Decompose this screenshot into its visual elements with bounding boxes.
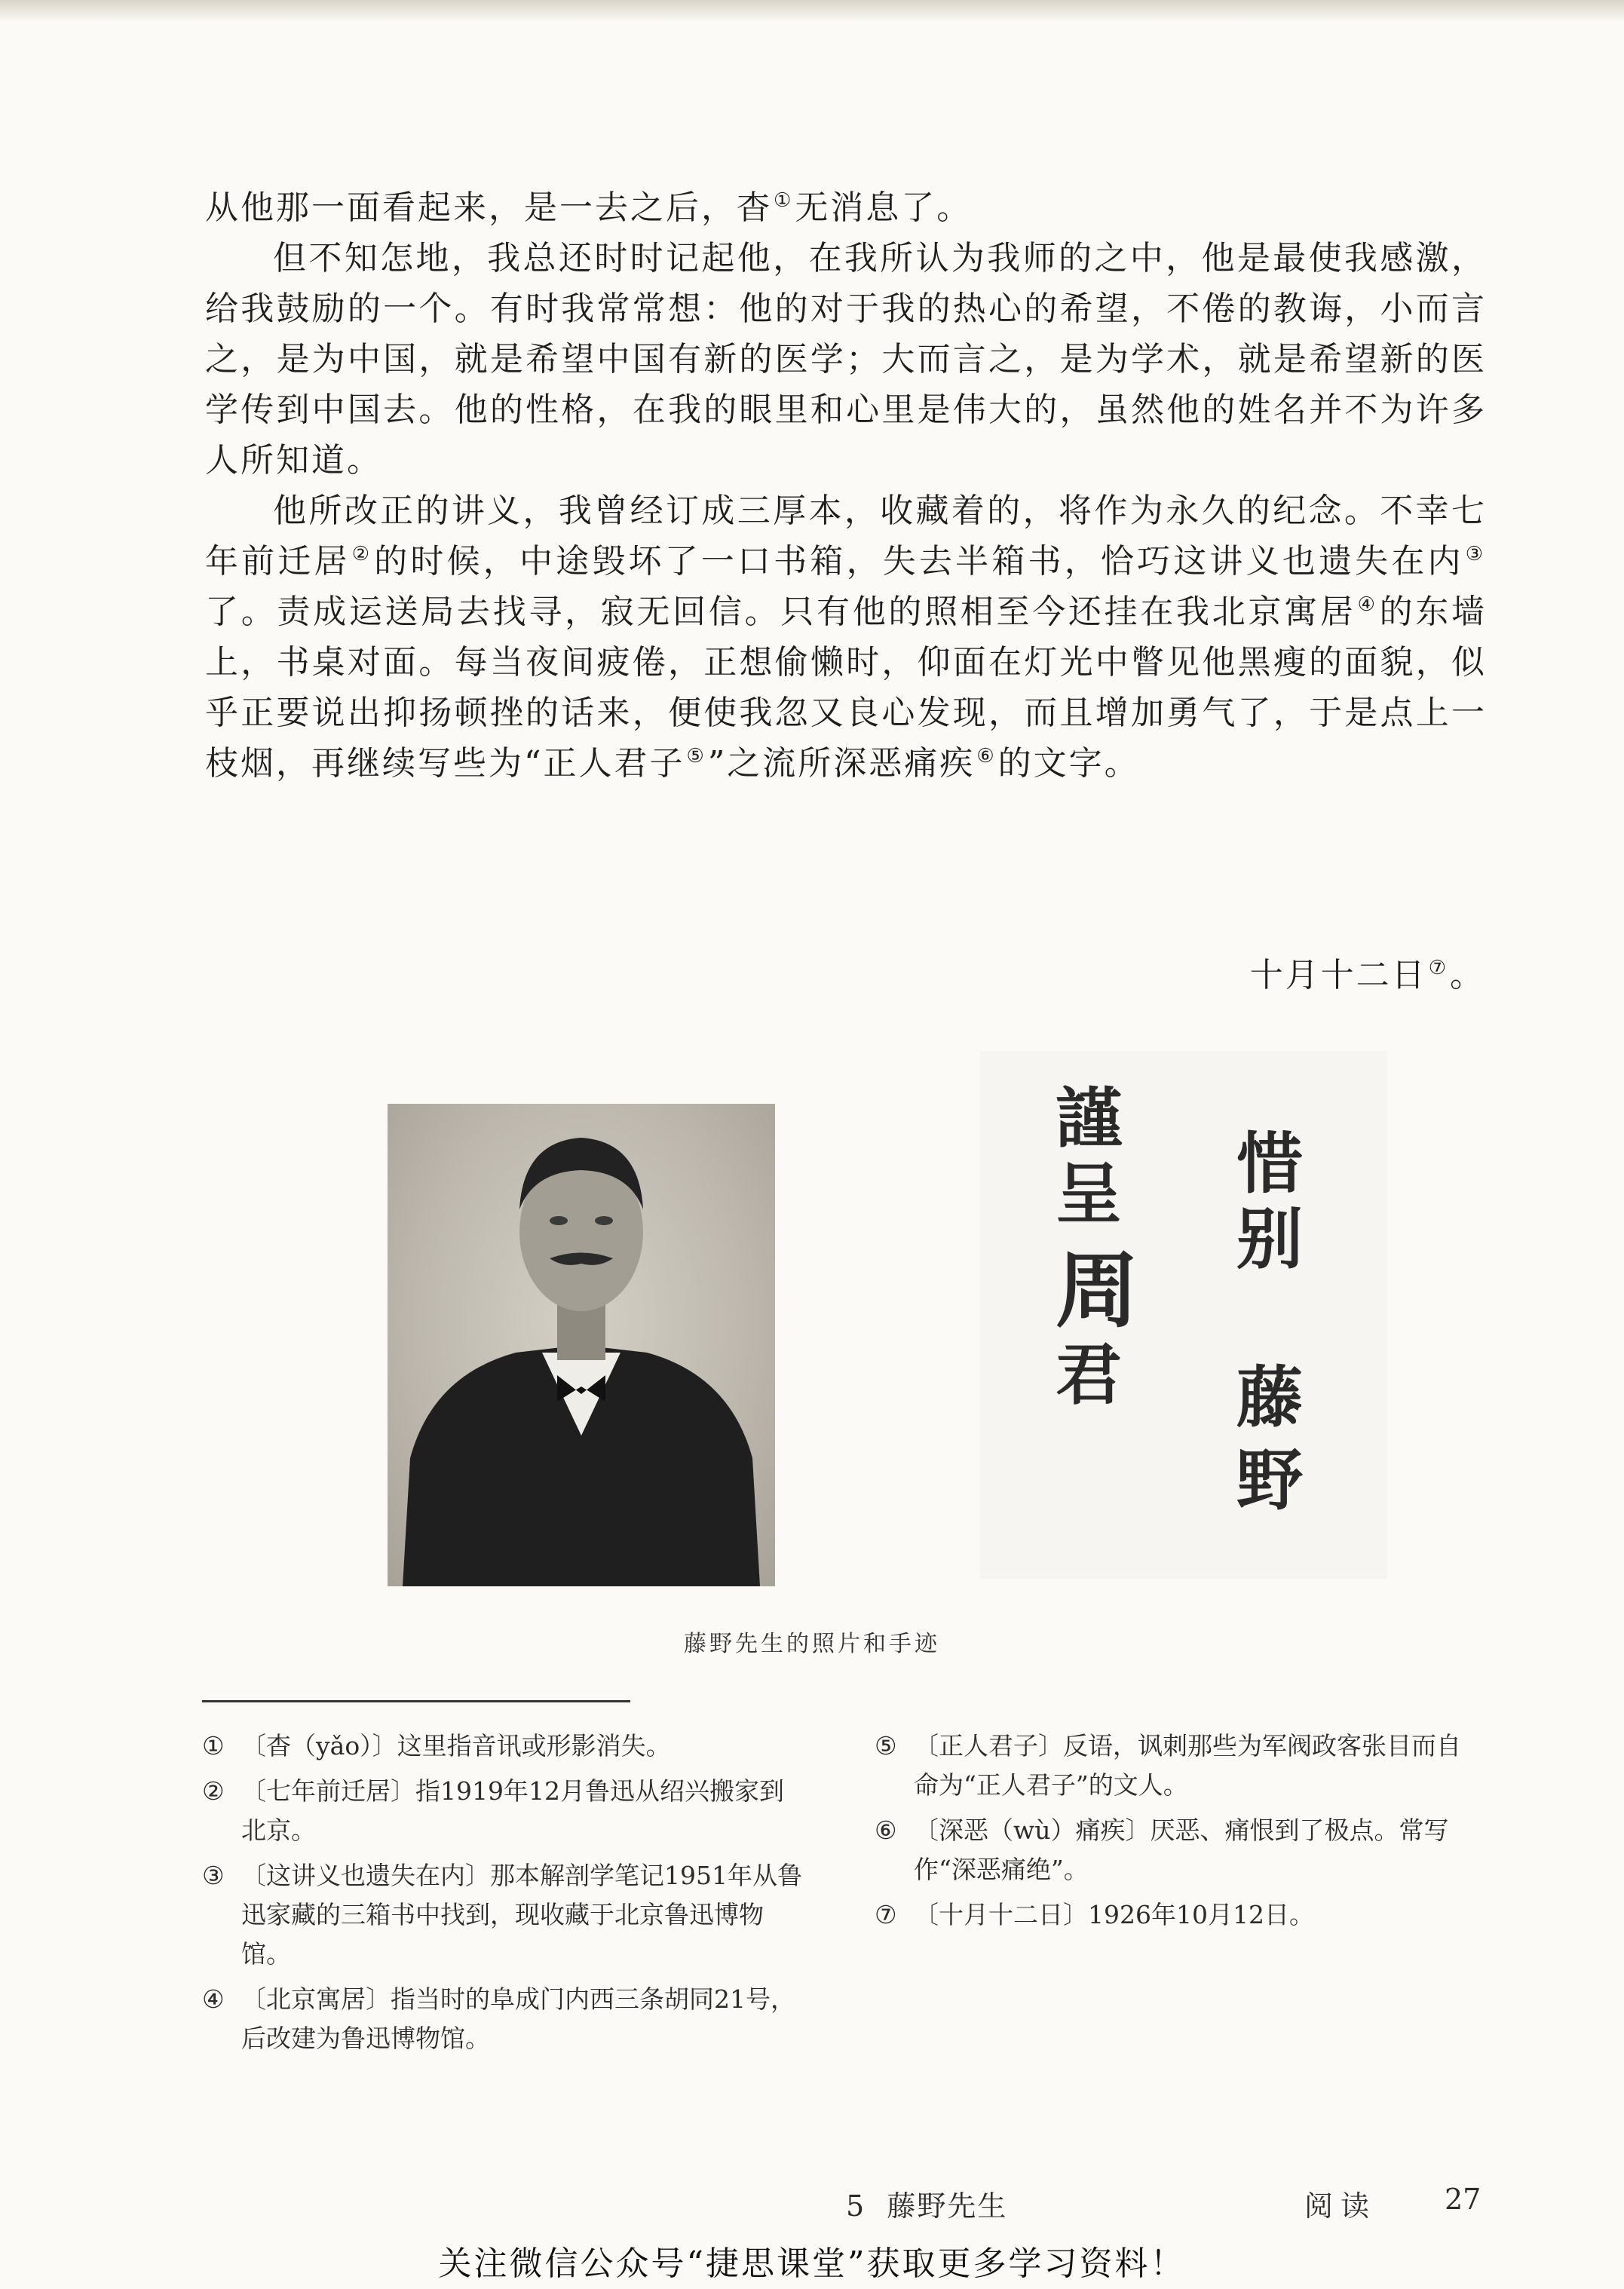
footnote-number: ⑥ <box>875 1816 897 1845</box>
footnote-ref-5: ⑤ <box>686 745 706 768</box>
footnote-number: ④ <box>202 1984 225 2014</box>
autograph-char: 野 <box>1236 1441 1304 1519</box>
footnote-item <box>202 1772 805 1850</box>
footnote-text: 〔北京寓居〕指当时的阜成门内西三条胡同21号，后改建为鲁迅博物馆。 <box>241 1984 795 2053</box>
autograph-char: 别 <box>1236 1200 1304 1278</box>
autograph-char: 呈 <box>1056 1154 1123 1233</box>
footnote-ref-2: ② <box>351 543 373 566</box>
fujino-autograph <box>980 1051 1387 1579</box>
autograph-char: 謹 <box>1056 1079 1123 1157</box>
watermark-banner: 关注微信公众号“捷思课堂”获取更多学习资料！ <box>438 2245 1186 2283</box>
footer-section-label: 阅读 <box>1304 2189 1377 2223</box>
paragraph-1: 从他那一面看起来，是一去之后，杳①无消息了。 <box>205 188 973 227</box>
footnote-ref-4: ④ <box>1357 593 1378 617</box>
footnote-ref-6: ⑥ <box>976 745 997 768</box>
footnote-item <box>875 1811 1478 1889</box>
footnote-ref-1: ① <box>774 189 794 213</box>
paragraph-3: 他所改正的讲义，我曾经订成三厚本，收藏着的，将作为永久的纪念。不幸七年前迁居②的时候，中途毁坏了一口书箱，失去半箱书，恰巧这讲义也遗失在内③了。责成运送局去找寻，寂无回信。只有他的照相至今还挂在我北京寓居④的东墙上，书桌对面。每当夜间疲倦，正想偷懒时，仰面在灯光中瞥见他黑瘦的面貌，似乎正要说出抑扬顿挫的话来，便使我忽又良心发现，而且增加勇气了，于是点上一枝烟，再继续写些为“正人君子⑤”之流所深恶痛疾⑥的文字。 <box>205 492 1488 783</box>
footnote-number: ⑤ <box>875 1731 897 1760</box>
footnote-number: ③ <box>202 1861 225 1890</box>
footnote-text: 〔七年前迁居〕指1919年12月鲁迅从绍兴搬家到北京。 <box>241 1776 784 1845</box>
main-text <box>205 182 1487 789</box>
footnote-text: 〔杳（yǎo）〕这里指音讯或形影消失。 <box>241 1731 671 1760</box>
paragraph-2: 但不知怎地，我总还时时记起他，在我所认为我师的之中，他是最使我感激，给我鼓励的一个。有时我常常想：他的对于我的热心的希望，不倦的教诲，小而言之，是为中国，就是希望中国有新的医学；大而言之，是为学术，就是希望新的医学传到中国去。他的性格，在我的眼里和心里是伟大的，虽然他的姓名并不为许多人所知道。 <box>205 239 1487 480</box>
footnote-number: ① <box>202 1731 225 1760</box>
autograph-char: 藤 <box>1236 1358 1304 1436</box>
autograph-char: 周 <box>1056 1242 1138 1339</box>
footnote-text: 〔这讲义也遗失在内〕那本解剖学笔记1951年从鲁迅家藏的三箱书中找到，现收藏于北京鲁迅博物馆。 <box>241 1861 802 1969</box>
page-top-edge <box>0 0 1624 23</box>
footnote-text: 〔正人君子〕反语，讽刺那些为军阀政客张目而自命为“正人君子”的文人。 <box>914 1731 1461 1800</box>
footnote-item <box>202 1727 805 1766</box>
footnote-text: 〔深恶（wù）痛疾〕厌恶、痛恨到了极点。常写作“深恶痛绝”。 <box>914 1816 1449 1884</box>
footnote-number: ⑦ <box>875 1900 897 1929</box>
page-number: 27 <box>1445 2183 1482 2216</box>
essay-date: 十月十二日⑦。 <box>1249 956 1485 994</box>
autograph-char: 君 <box>1056 1335 1123 1414</box>
figure-caption: 藤野先生的照片和手迹 <box>684 1631 940 1657</box>
footnotes-right-column <box>875 1727 1478 1941</box>
footnote-ref-3: ③ <box>1465 543 1486 566</box>
footnote-number: ② <box>202 1776 225 1806</box>
footnote-item <box>875 1727 1478 1805</box>
footnote-divider <box>202 1700 630 1702</box>
footnote-item <box>202 1980 805 2058</box>
footer-lesson-title: 5 藤野先生 <box>846 2189 1008 2223</box>
fujino-portrait-photo <box>388 1104 775 1586</box>
portrait-illustration <box>388 1104 775 1586</box>
footnote-item <box>202 1856 805 1974</box>
footnote-ref-7: ⑦ <box>1428 957 1448 980</box>
footnote-text: 〔十月十二日〕1926年10月12日。 <box>914 1900 1314 1929</box>
footnote-item <box>875 1895 1478 1935</box>
footnotes-left-column <box>202 1727 805 2064</box>
autograph-char: 惜 <box>1236 1124 1304 1203</box>
